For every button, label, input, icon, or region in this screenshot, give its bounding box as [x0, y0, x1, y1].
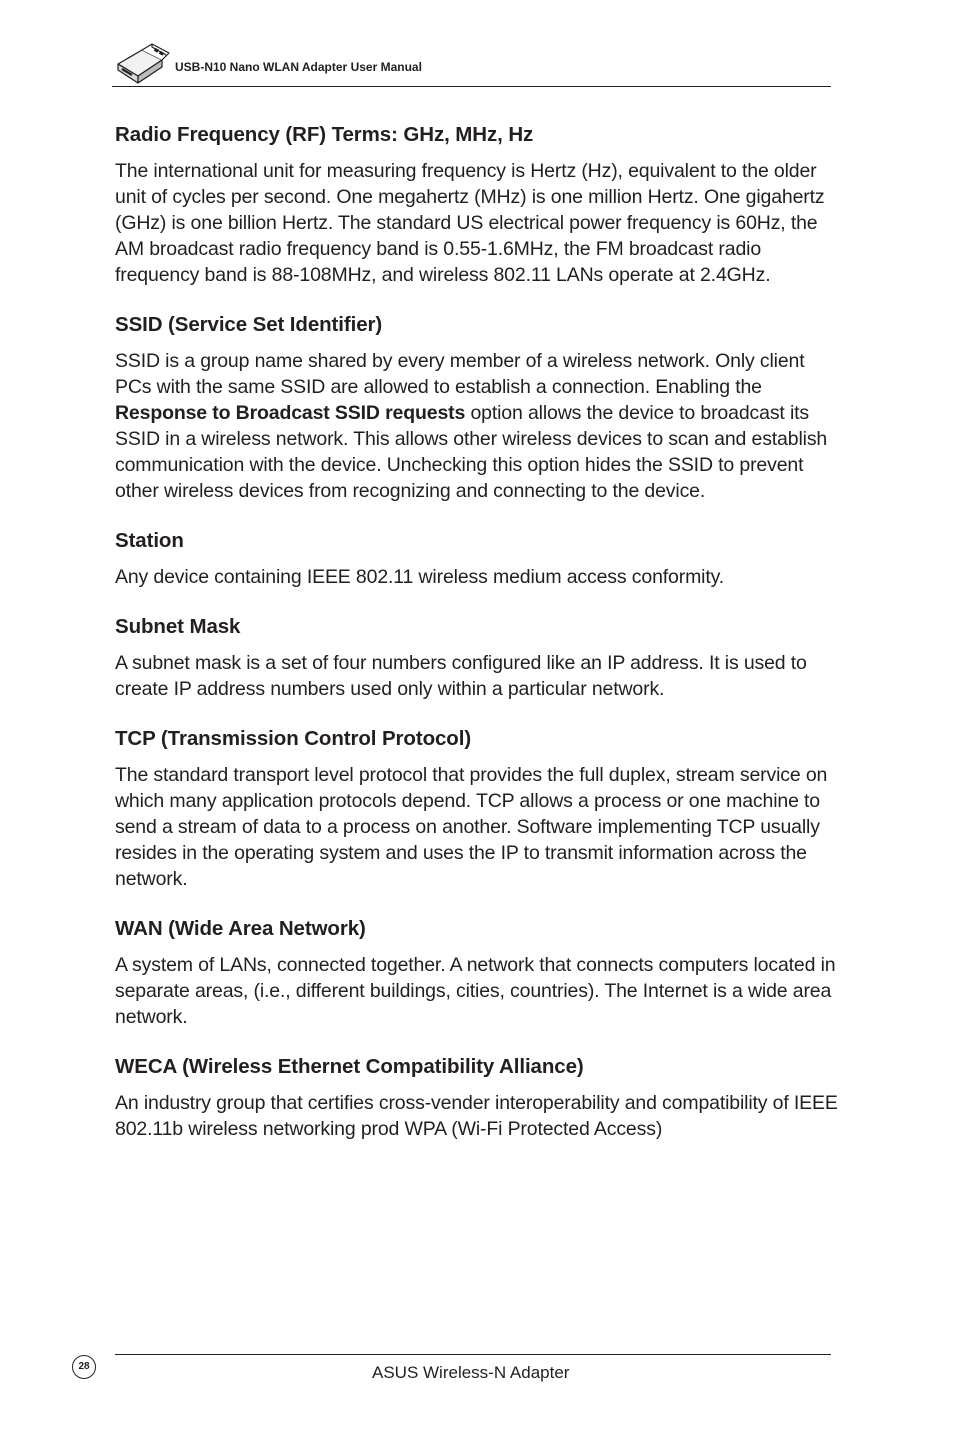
section-heading: Radio Frequency (RF) Terms: GHz, MHz, Hz	[115, 123, 534, 146]
section-body: A subnet mask is a set of four numbers configured like an IP address. It is used to create IP address numbers used only within a particular network.	[115, 652, 807, 700]
section-body: An industry group that certifies cross-vender interoperability and compatibility of IEEE 802.11b wireless networking prod WPA (Wi-Fi Protected Access)	[115, 1092, 838, 1140]
glossary-entry-subnet-mask	[115, 613, 839, 702]
glossary-content	[115, 121, 839, 1165]
footer-product-name: ASUS Wireless-N Adapter	[372, 1363, 570, 1382]
glossary-entry-wan	[115, 915, 839, 1030]
glossary-entry-rf-terms	[115, 121, 839, 288]
section-body	[115, 348, 839, 504]
section-body: The standard transport level protocol that provides the full duplex, stream service on which many application protocols depend. TCP allows a process or one machine to send a stream of data to a process on another. Software implementing TCP usually resides in the operating system and uses the IP to transmit information across the network.	[115, 764, 828, 890]
glossary-entry-tcp	[115, 725, 839, 892]
section-heading: Subnet Mask	[115, 615, 241, 638]
section-body: The international unit for measuring frequency is Hertz (Hz), equivalent to the older unit of cycles per second. One megahertz (MHz) is one million Hertz. One gigahertz (GHz) is one billion Hertz. The standard US electrical power frequency is 60Hz, the AM broadcast radio frequency band is 0.55-1.6MHz, the FM broadcast radio frequency band is 88-108MHz, and wireless 802.11 LANs operate at 2.4GHz.	[115, 160, 825, 286]
section-heading: Station	[115, 529, 184, 552]
body-text: option allows the device to broadcast its SSID in a wireless network. This allows other wireless devices to scan and establish communication with the device. Unchecking this option hides the SSID to prevent other wireless devices from recognizing and connecting to the device.	[115, 402, 828, 502]
footer-divider	[115, 1354, 831, 1355]
section-heading: TCP (Transmission Control Protocol)	[115, 727, 472, 750]
glossary-entry-ssid	[115, 311, 839, 504]
glossary-entry-weca	[115, 1053, 839, 1142]
page-number: 28	[72, 1355, 96, 1379]
emphasized-option-name: Response to Broadcast SSID requests	[115, 402, 466, 424]
section-heading: WECA (Wireless Ethernet Compatibility Alliance)	[115, 1055, 584, 1078]
section-body: A system of LANs, connected together. A network that connects computers located in separate areas, (i.e., different buildings, cities, countries). The Internet is a wide area network.	[115, 954, 836, 1028]
section-body: Any device containing IEEE 802.11 wireless medium access conformity.	[115, 566, 725, 588]
header-divider	[112, 86, 831, 87]
usb-adapter-icon	[112, 40, 170, 86]
page-header	[112, 38, 831, 88]
body-text: SSID is a group name shared by every member of a wireless network. Only client PCs with the same SSID are allowed to establish a connection. Enabling the	[115, 350, 805, 398]
glossary-entry-station	[115, 527, 839, 590]
manual-title: USB-N10 Nano WLAN Adapter User Manual	[175, 60, 422, 74]
section-heading: SSID (Service Set Identifier)	[115, 313, 383, 336]
section-heading: WAN (Wide Area Network)	[115, 917, 366, 940]
